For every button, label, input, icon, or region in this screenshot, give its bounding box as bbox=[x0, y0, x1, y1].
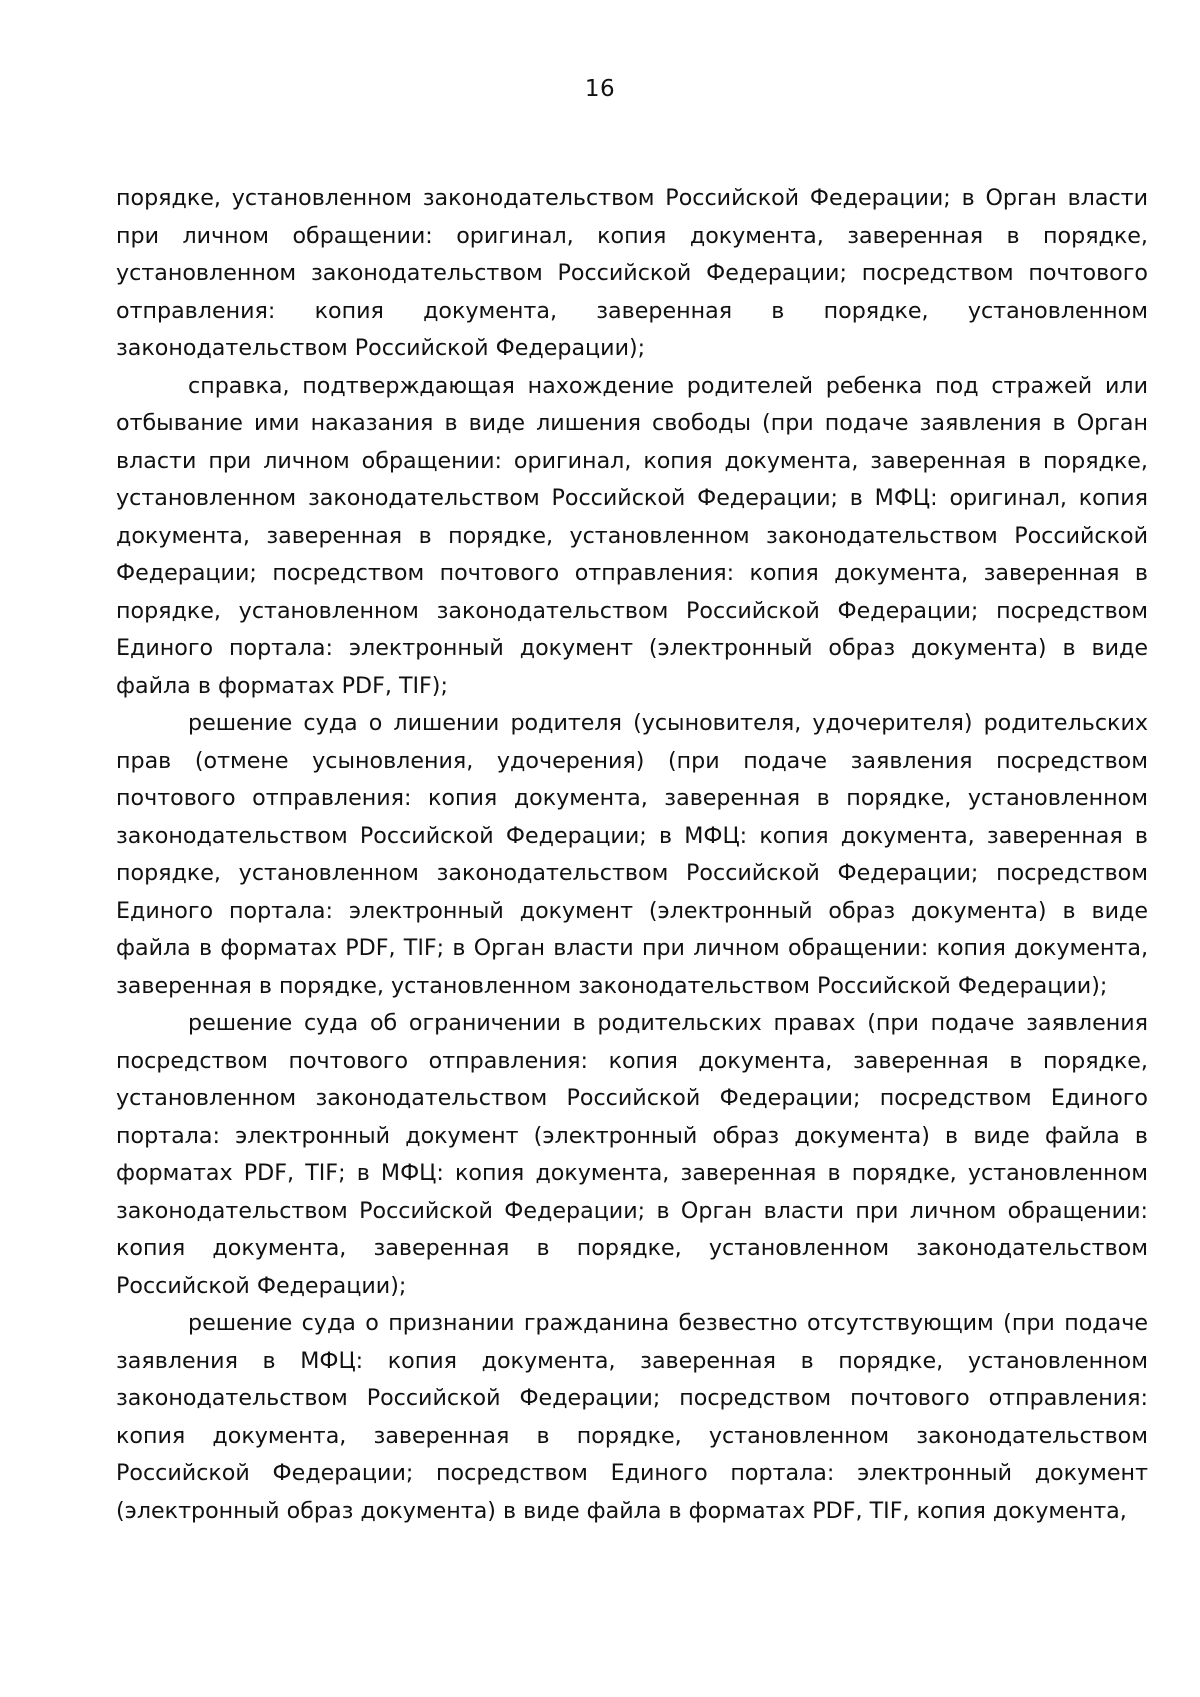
paragraph-restriction-of-rights: решение суда об ограничении в родительских правах (при подаче заявления посредством почтового отправления: копия документа, заверенная в порядке, установленном законодательством Российской Федерации; посредством Единого портала: электронный документ (электронный образ документа) в виде файла в форматах PDF, TIF; в МФЦ: копия документа, заверенная в порядке, установленном законодательством Российской Федерации; в Орган власти при личном обращении: копия документа, заверенная в порядке, установленном законодательством Российской Федерации); bbox=[116, 1010, 1148, 1299]
paragraph-deprivation-of-rights: решение суда о лишении родителя (усыновителя, удочерителя) родительских прав (отмене усыновления, удочерения) (при подаче заявления посредством почтового отправления: копия документа, заверенная в порядке, установленном законодательством Российской Федерации; в МФЦ: копия документа, заверенная в порядке, установленном законодательством Российской Федерации; посредством Единого портала: электронный документ (электронный образ документа) в виде файла в форматах PDF, TIF; в Орган власти при личном обращении: копия документа, заверенная в порядке, установленном законодательством Российской Федерации); bbox=[116, 710, 1148, 999]
document-body bbox=[116, 180, 1148, 1530]
page-number: 16 bbox=[584, 76, 616, 102]
paragraph-missing-person: решение суда о признании гражданина безвестно отсутствующим (при подаче заявления в МФЦ: копия документа, заверенная в порядке, установленном законодательством Российской Федерации; посредством почтового отправления: копия документа, заверенная в порядке, установленном законодательством Российской Федерации; посредством Единого портала: электронный документ (электронный образ документа) в виде файла в форматах PDF, TIF, копия документа, bbox=[116, 1310, 1148, 1524]
paragraph-prison-certificate: справка, подтверждающая нахождение родителей ребенка под стражей или отбывание ими наказания в виде лишения свободы (при подаче заявления в Орган власти при личном обращении: оригинал, копия документа, заверенная в порядке, установленном законодательством Российской Федерации; в МФЦ: оригинал, копия документа, заверенная в порядке, установленном законодательством Российской Федерации; посредством почтового отправления: копия документа, заверенная в порядке, установленном законодательством Российской Федерации; посредством Единого портала: электронный документ (электронный образ документа) в виде файла в форматах PDF, TIF); bbox=[116, 372, 1148, 699]
paragraph-continuation: порядке, установленном законодательством Российской Федерации; в Орган власти при личном обращении: оригинал, копия документа, заверенная в порядке, установленном законодательством Российской Федерации; посредством почтового отправления: копия документа, заверенная в порядке, установленном законодательством Российской Федерации); bbox=[116, 185, 1148, 361]
